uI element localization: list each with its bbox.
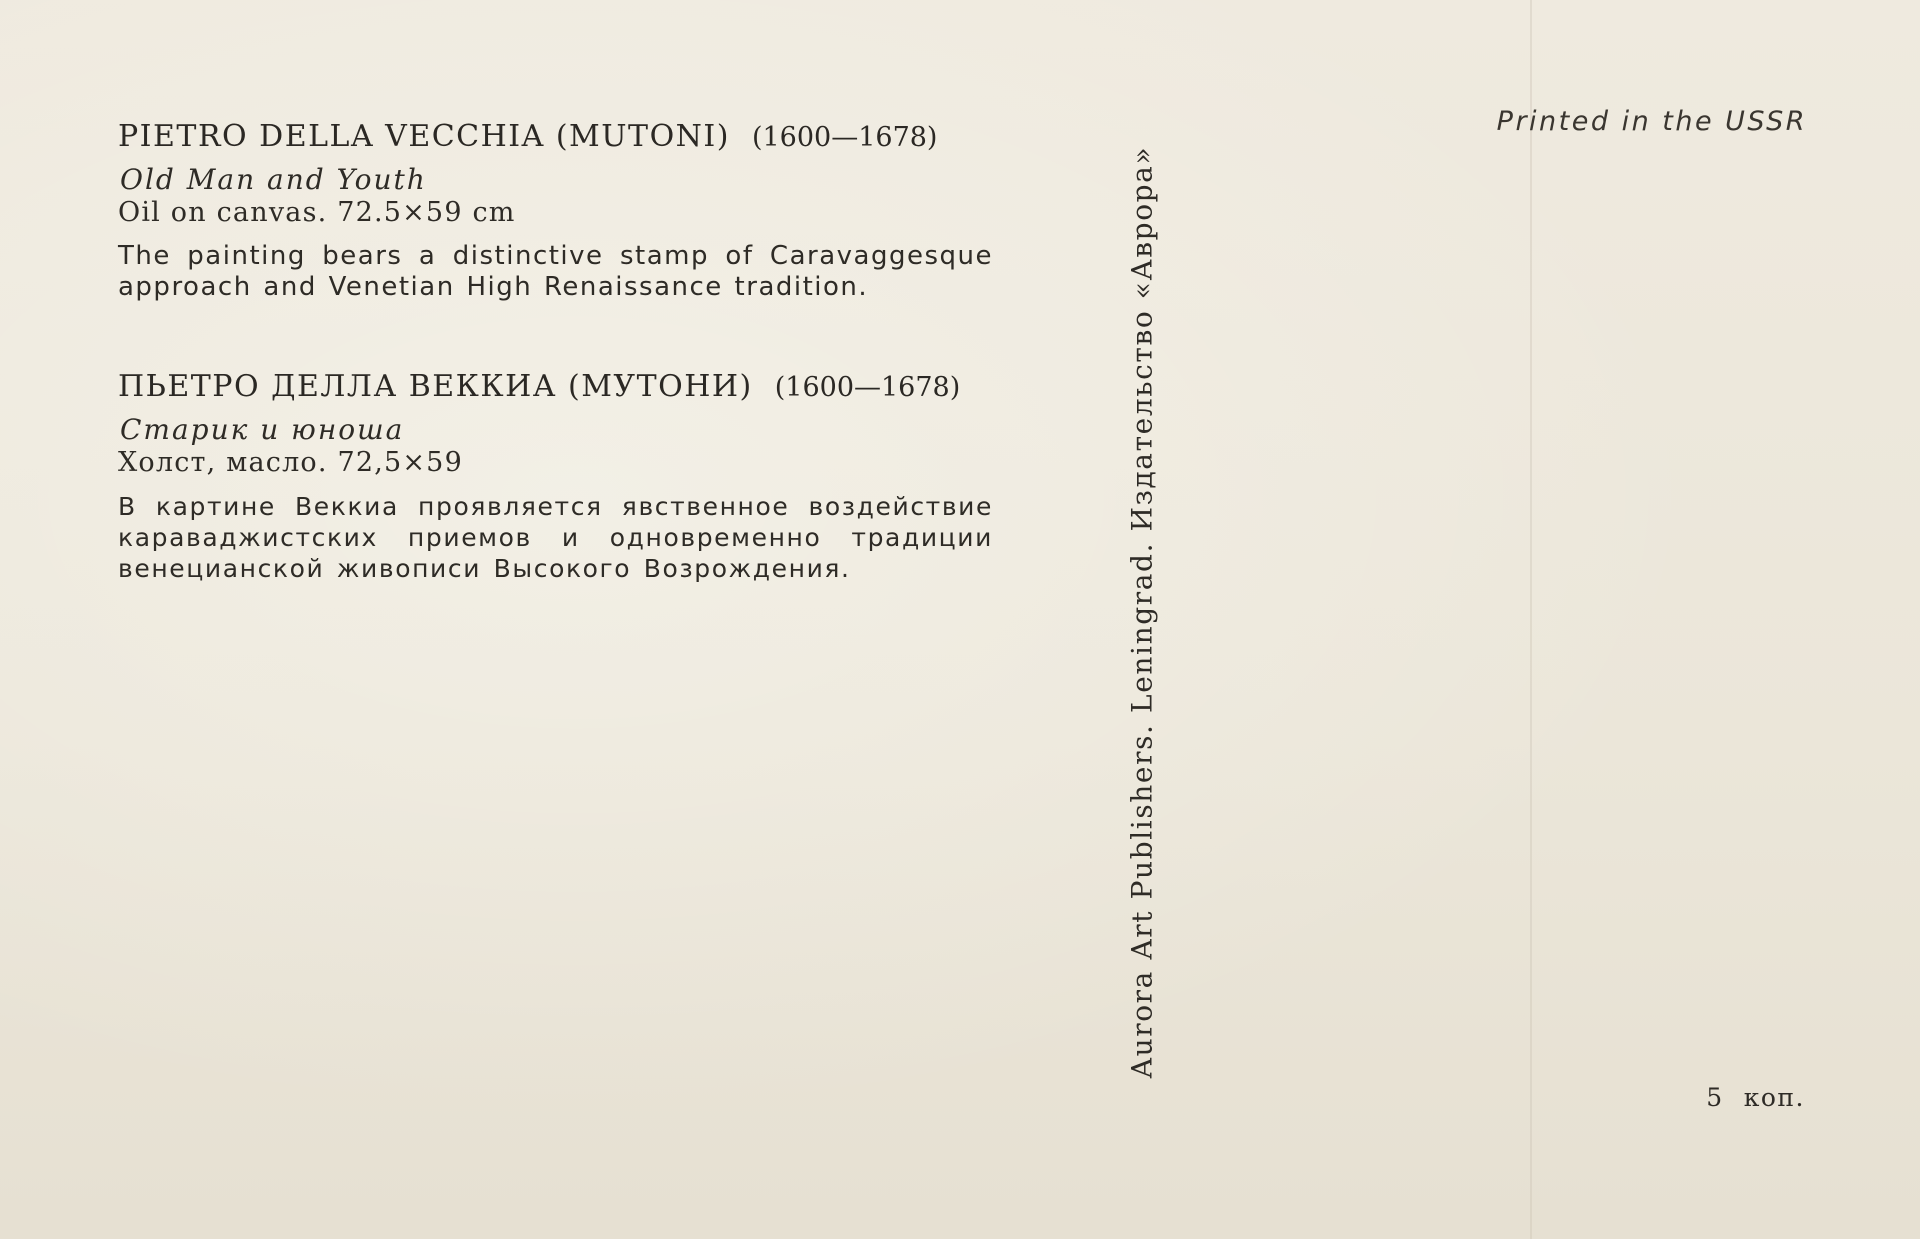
artist-name-ru: ПЬЕТРО ДЕЛЛА ВЕККИА (МУТОНИ) <box>118 369 753 404</box>
painting-title-en: Old Man and Youth <box>120 163 427 196</box>
printed-in-note: Printed in the USSR <box>1496 106 1807 137</box>
painting-description-en: The painting bears a distinctive stamp of Caravaggesque approach and Venetian High Renaissance tradition. <box>118 241 993 302</box>
price-amount: 5 <box>1706 1083 1724 1112</box>
painting-description-ru: В картине Веккиа проявляется явственное воздействие караваджистских приемов и одновременно традиции венецианской живописи Высокого Возрождения. <box>118 492 993 583</box>
price <box>1706 1083 1805 1112</box>
artist-dates-en: (1600—1678) <box>751 122 938 153</box>
english-caption <box>118 118 993 303</box>
artist-name-en: PIETRO DELLA VECCHIA (MUTONI) <box>118 119 730 154</box>
painting-medium-ru: Холст, масло. 72,5×59 <box>118 447 463 478</box>
artist-heading-en <box>118 118 993 157</box>
painting-medium-en: Oil on canvas. 72.5×59 cm <box>118 197 516 228</box>
artist-dates-ru: (1600—1678) <box>774 372 961 403</box>
artist-heading-ru <box>118 368 993 407</box>
price-unit: коп. <box>1743 1083 1805 1112</box>
russian-caption <box>118 368 993 584</box>
painting-title-ru: Старик и юноша <box>120 413 405 446</box>
fold-line <box>1530 0 1532 1239</box>
publisher-text: Aurora Art Publishers. Leningrad. Издательство «Аврора» <box>1125 145 1159 1079</box>
